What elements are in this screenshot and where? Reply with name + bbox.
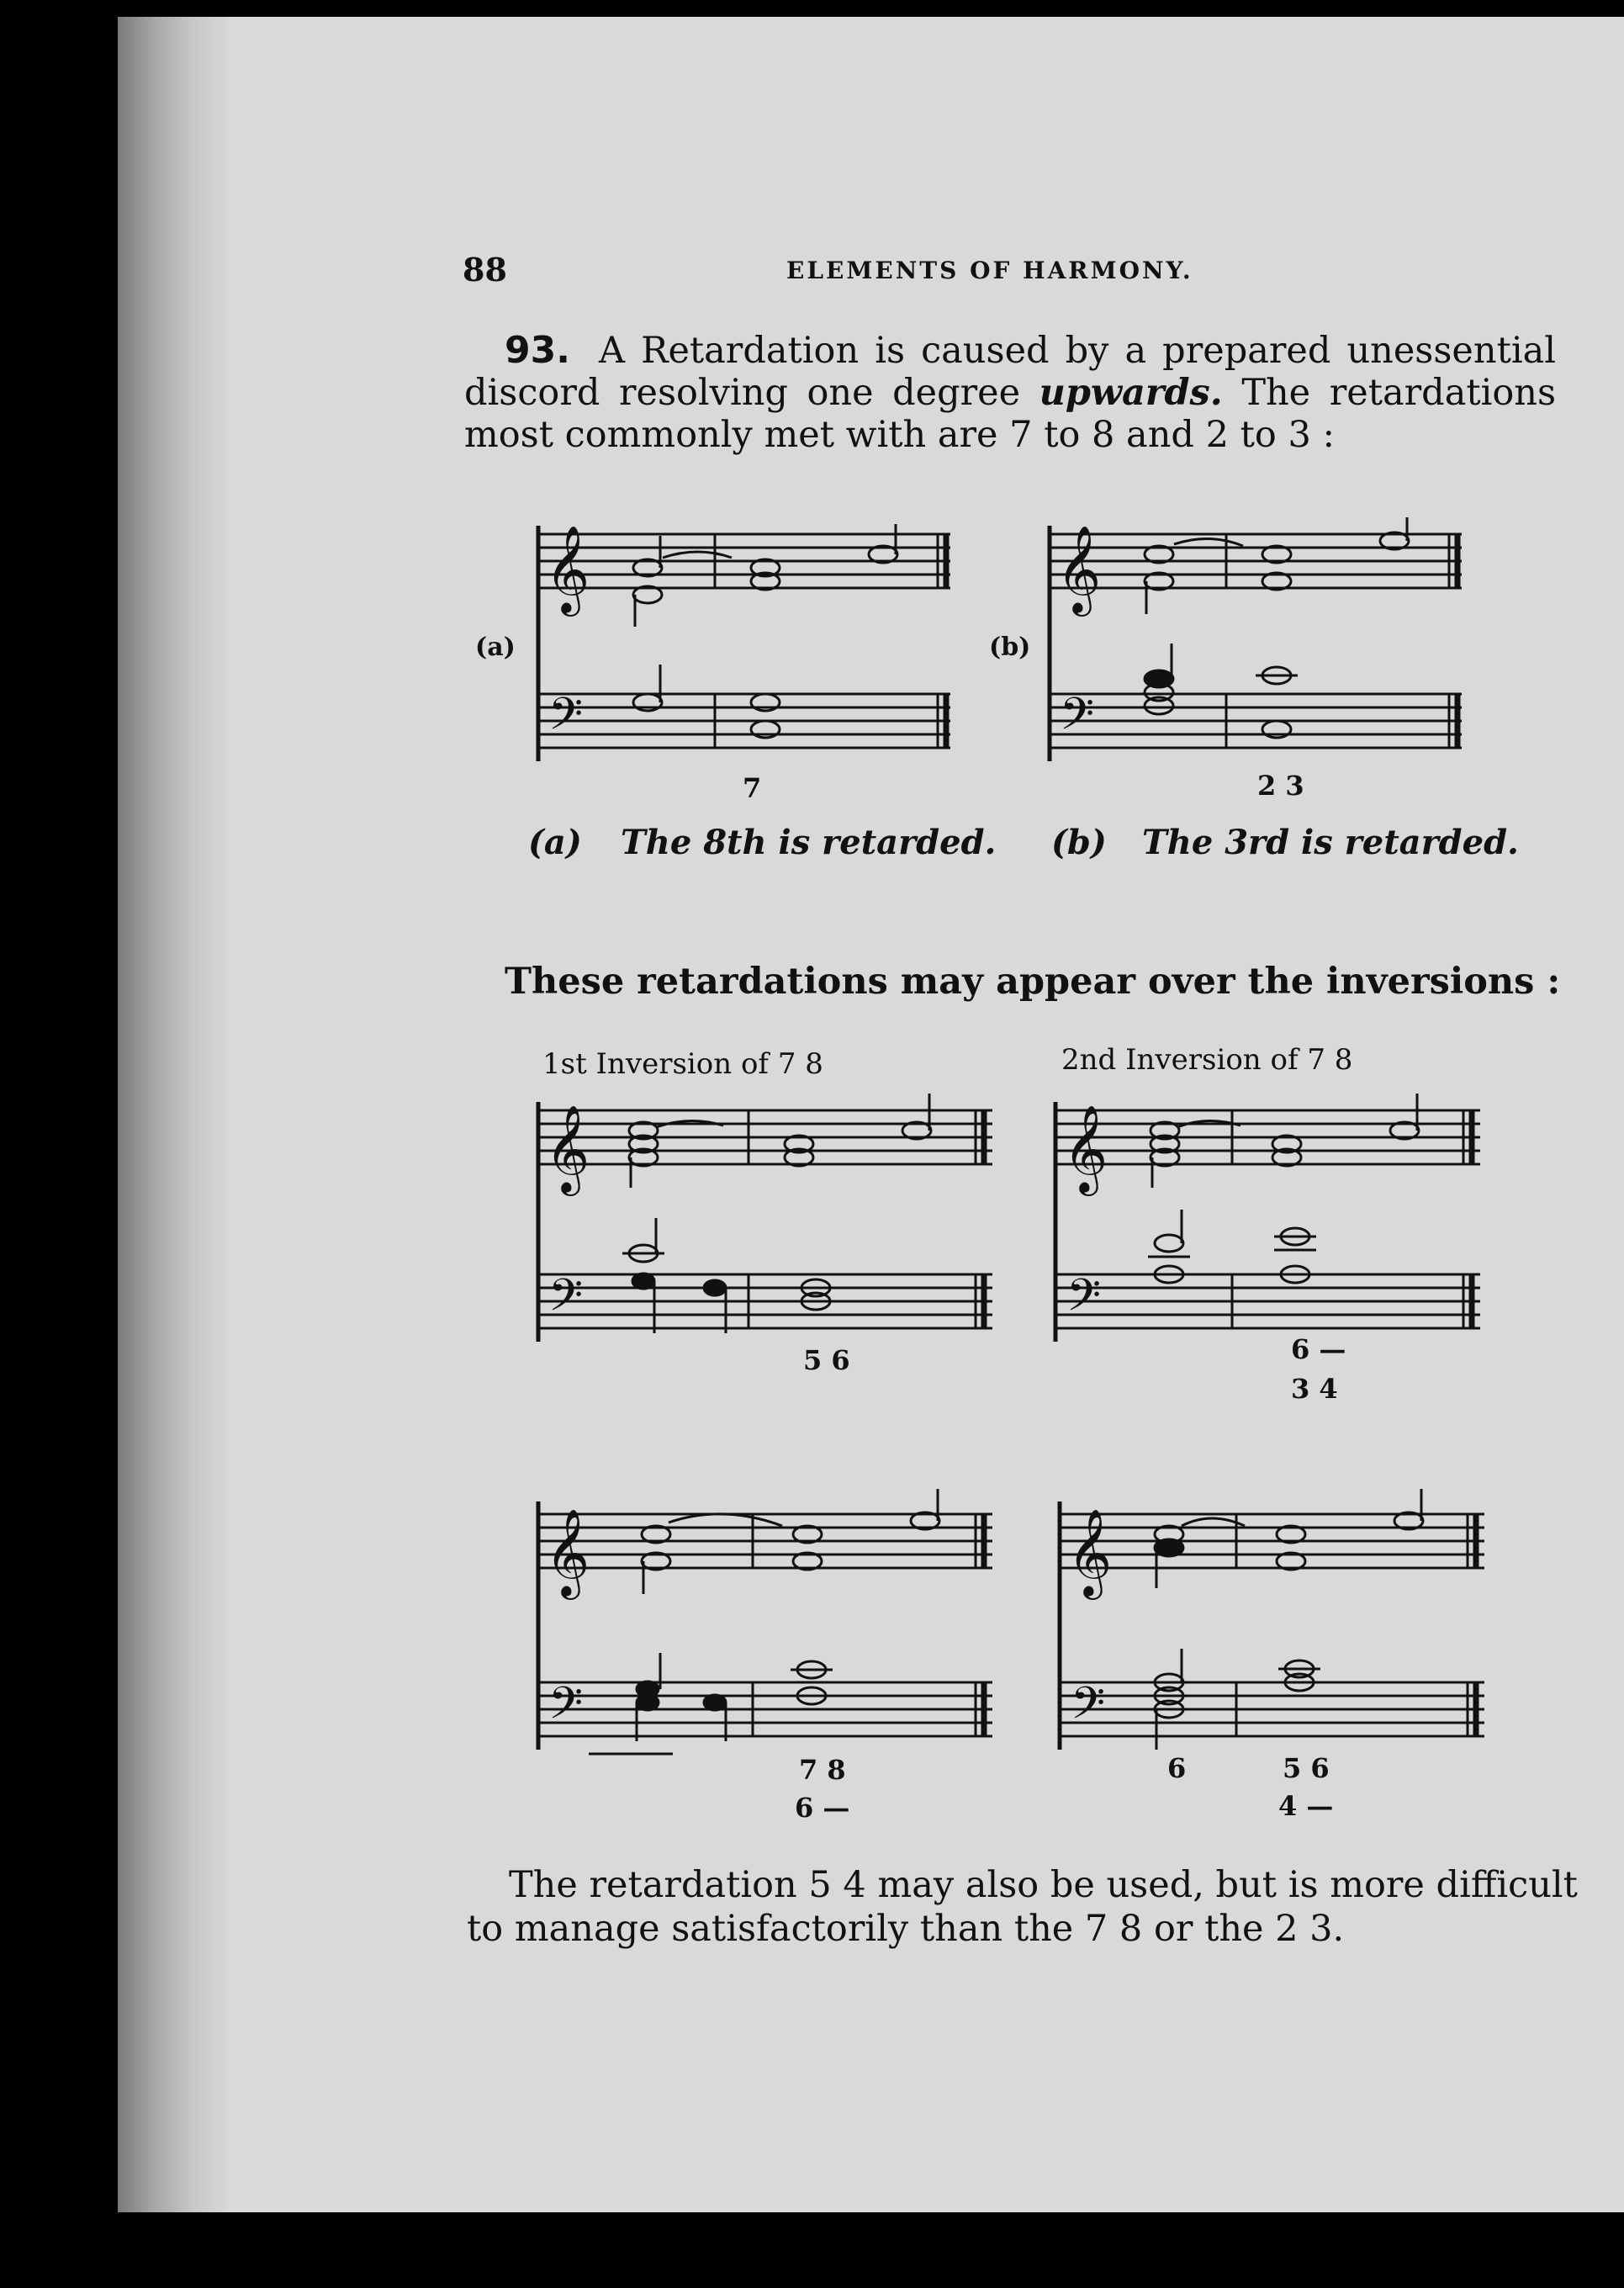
example-b-score (1041, 517, 1479, 770)
caption-b: The 3rd is retarded. (1142, 823, 1519, 862)
svg-text:𝄞: 𝄞 (545, 1508, 590, 1597)
emphasis-upwards: upwards. (1039, 372, 1223, 414)
svg-text:𝄞: 𝄞 (545, 525, 590, 613)
fourth-figures-bottom: 4 — (1278, 1790, 1334, 1822)
svg-text:𝄢: 𝄢 (1060, 689, 1095, 751)
svg-text:𝄞: 𝄞 (545, 1104, 590, 1193)
svg-text:𝄞: 𝄞 (1056, 525, 1102, 613)
svg-text:𝄢: 𝄢 (548, 1270, 584, 1332)
third-figures-top: 7 8 (799, 1754, 846, 1786)
inversions-intro: These retardations may appear over the inversions : (505, 961, 1561, 1003)
first-inversion-figures: 5 6 (803, 1344, 850, 1376)
example-b-label: (b) (989, 633, 1031, 662)
svg-text:𝄢: 𝄢 (1071, 1678, 1106, 1740)
example-a-figure: 7 (743, 772, 762, 804)
example-a-label: (a) (475, 633, 516, 662)
book-spine (118, 17, 227, 2212)
example-a-score (530, 517, 967, 770)
paragraph-line-1: A Retardation is caused by a prepared unessential (598, 330, 1556, 372)
closing-paragraph (467, 1863, 1578, 1951)
second-inversion-title: 2nd Inversion of 7 8 (1061, 1043, 1353, 1077)
section-paragraph (464, 330, 1556, 456)
scan-border (0, 2212, 1624, 2288)
second-inversion-figures-bottom: 3 4 (1291, 1373, 1338, 1405)
section-number: 93. (505, 329, 570, 372)
paragraph-line-2c: The retardations (1241, 372, 1557, 414)
svg-text:𝄢: 𝄢 (1066, 1270, 1102, 1332)
caption-a: The 8th is retarded. (621, 823, 997, 862)
example-b-figures: 2 3 (1257, 770, 1304, 802)
second-inversion-figures-top: 6 — (1291, 1333, 1346, 1365)
third-example-score (530, 1489, 1001, 1758)
paragraph-line-2a: discord resolving one degree (464, 372, 1021, 414)
svg-text:𝄞: 𝄞 (1067, 1508, 1113, 1597)
svg-text:𝄞: 𝄞 (1063, 1104, 1108, 1193)
page-number: 88 (463, 251, 507, 289)
first-inversion-title: 1st Inversion of 7 8 (542, 1047, 823, 1081)
fourth-example-score (1055, 1489, 1493, 1758)
svg-text:𝄢: 𝄢 (548, 1678, 584, 1740)
fourth-figures-top: 5 6 (1283, 1752, 1330, 1784)
second-inversion-score (1051, 1094, 1489, 1346)
svg-text:𝄢: 𝄢 (548, 689, 584, 751)
third-figures-bottom: 6 — (795, 1792, 850, 1824)
bass-staff (538, 694, 950, 748)
caption-b-mark: (b) (1051, 823, 1107, 862)
fourth-figure-single: 6 (1167, 1752, 1187, 1784)
running-title: ELEMENTS OF HARMONY. (786, 257, 1193, 284)
paragraph-line-3: most commonly met with are 7 to 8 and 2 to 3 : (464, 414, 1335, 456)
caption-a-mark: (a) (528, 823, 582, 862)
closing-line-2: to manage satisfactorily than the 7 8 or the 2 3. (467, 1908, 1345, 1950)
first-inversion-score (530, 1094, 1001, 1346)
closing-line-1: The retardation 5 4 may also be used, but is more difficult (509, 1864, 1578, 1906)
